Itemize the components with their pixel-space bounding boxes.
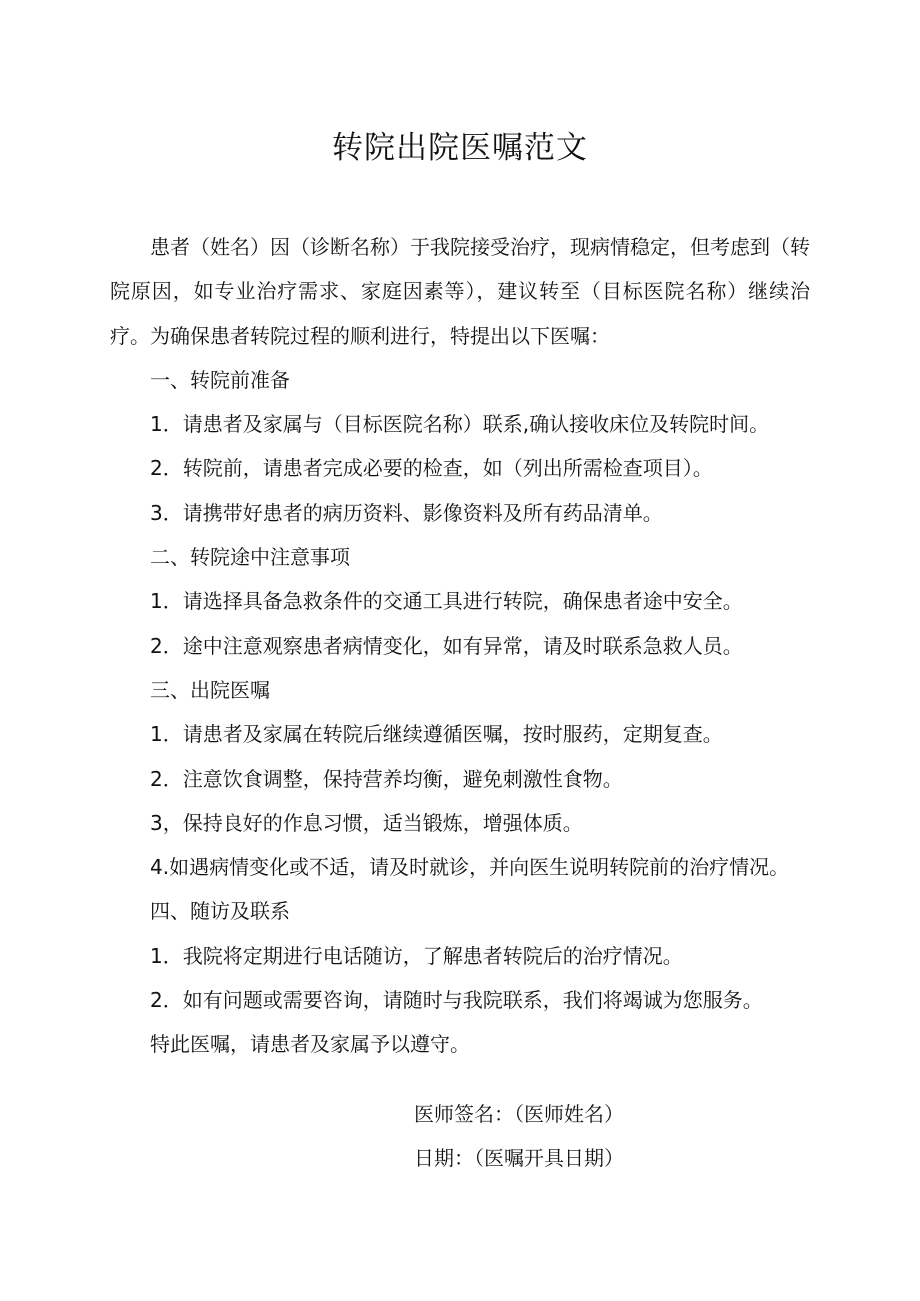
doctor-signature: 医师签名：（医师姓名） — [414, 1102, 624, 1126]
section-heading-followup: 四、随访及联系 — [150, 899, 290, 924]
list-item: 4.如遇病情变化或不适，请及时就诊，并向医生说明转院前的治疗情况。 — [150, 855, 790, 880]
section-heading-prepare: 一、转院前准备 — [150, 367, 290, 392]
list-item: 1．请选择具备急救条件的交通工具进行转院，确保患者途中安全。 — [150, 589, 743, 614]
list-item: 1．我院将定期进行电话随访，了解患者转院后的治疗情况。 — [150, 943, 683, 968]
intro-paragraph: 患者（姓名）因（诊断名称）于我院接受治疗，现病情稳定，但考虑到（转院原因，如专业治疗需求、家庭因素等），建议转至（目标医院名称）继续治疗。为确保患者转院过程的顺利进行，特提出以下医嘱： — [110, 235, 810, 348]
closing-statement: 特此医嘱，请患者及家属予以遵守。 — [150, 1032, 470, 1057]
section-heading-transit: 二、转院途中注意事项 — [150, 545, 350, 570]
list-item: 3．请携带好患者的病历资料、影像资料及所有药品清单。 — [150, 500, 663, 525]
issue-date: 日期：（医嘱开具日期） — [414, 1146, 624, 1170]
list-item: 1．请患者及家属在转院后继续遵循医嘱，按时服药，定期复查。 — [150, 722, 723, 747]
list-item: 2．途中注意观察患者病情变化，如有异常，请及时联系急救人员。 — [150, 633, 743, 658]
list-item: 2．如有问题或需要咨询，请随时与我院联系，我们将竭诚为您服务。 — [150, 988, 763, 1013]
list-item: 2．注意饮食调整，保持营养均衡，避免刺激性食物。 — [150, 766, 623, 791]
list-item: 1．请患者及家属与（目标医院名称）联系,确认接收床位及转院时间。 — [150, 412, 770, 437]
section-heading-discharge: 三、出院医嘱 — [150, 677, 270, 702]
document-title: 转院出院医嘱范文 — [332, 130, 588, 166]
list-item: 2．转院前，请患者完成必要的检查，如（列出所需检查项目）。 — [150, 456, 713, 481]
list-item: 3，保持良好的作息习惯，适当锻炼，增强体质。 — [150, 810, 583, 835]
document-body — [110, 225, 810, 1067]
